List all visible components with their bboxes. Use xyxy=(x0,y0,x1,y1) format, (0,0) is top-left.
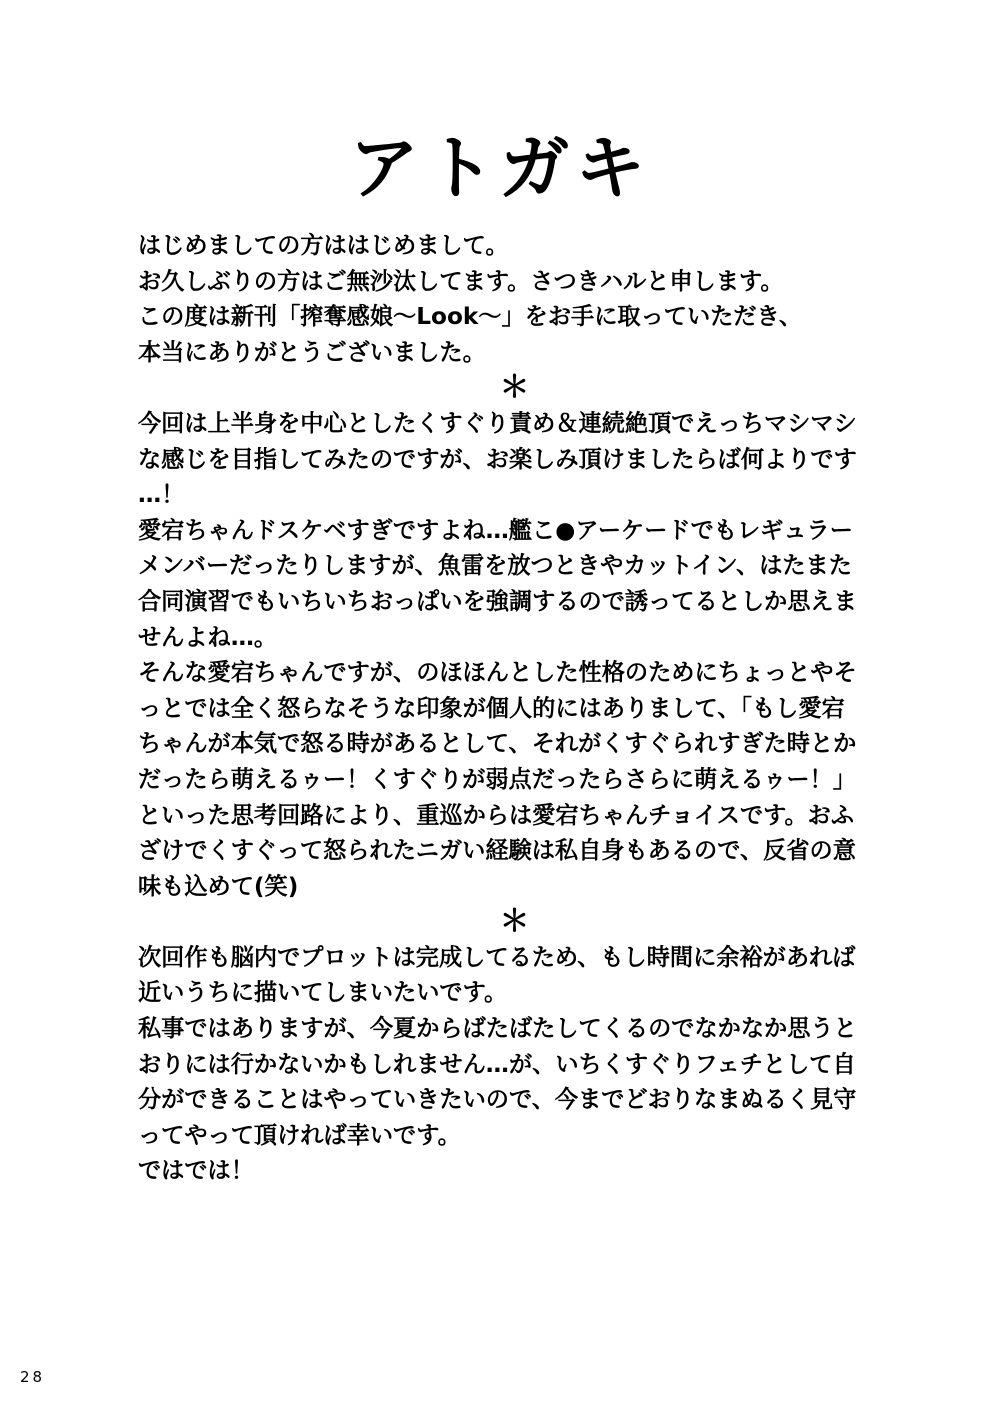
text-line: 愛宕ちゃんドスケベすぎですよね…艦こ●アーケードでもレギュラー xyxy=(138,516,853,544)
text-line: 分ができることはやっていきたいので、今までどおりなまぬるく見守 xyxy=(138,1086,857,1114)
page-number: 28 xyxy=(20,1368,46,1386)
text-line: おりには行かないかもしれません…が、いちくすぐりフェチとして自 xyxy=(138,1050,856,1078)
afterword-body xyxy=(138,228,883,1189)
text-line: ざけでくすぐって怒られたニガい経験は私自身もあるので、反省の意 xyxy=(138,837,856,865)
text-line: 近いうちに描いてしまいたいです。 xyxy=(138,979,508,1007)
text-line: だったら萌えるゥー！くすぐりが弱点だったらさらに萌えるゥー！」 xyxy=(138,765,856,793)
section-separator: ＊ xyxy=(499,370,530,406)
text-line: 味も込めて(笑) xyxy=(138,872,299,900)
text-line: 今回は上半身を中心としたくすぐり責め＆連続絶頂でえっちマシマシ xyxy=(138,409,857,437)
text-line: そんな愛宕ちゃんですが、のほほんとした性格のためにちょっとやそ xyxy=(138,659,857,687)
text-line: …！ xyxy=(138,481,185,509)
text-line: 本当にありがとうございました。 xyxy=(138,338,486,366)
text-line: 私事ではありますが、今夏からばたばたしてくるのでなかなか思うと xyxy=(138,1015,857,1043)
page-title: アトガキ xyxy=(349,127,651,209)
text-line: 合同演習でもいちいちおっぱいを強調するので誘ってるとしか思えま xyxy=(138,587,857,615)
text-line: お久しぶりの方はご無沙汰してます。さつきハルと申します。 xyxy=(138,267,784,295)
text-line: ってやって頂ければ幸いです。 xyxy=(138,1121,461,1149)
text-line: この度は新刊「搾奪感娘〜Look〜」をお手に取っていただき、 xyxy=(138,303,803,331)
text-line: といった思考回路により、重巡からは愛宕ちゃんチョイスです。おふ xyxy=(138,801,855,829)
text-line: っとでは全く怒らなそうな印象が個人的にはありまして、「もし愛宕 xyxy=(138,694,845,722)
text-line: はじめましての方ははじめまして。 xyxy=(138,232,509,259)
text-line: せんよね…。 xyxy=(138,623,278,651)
text-line: メンバーだったりしますが、魚雷を放つときやカットイン、はたまた xyxy=(138,552,852,580)
text-line: な感じを目指してみたのですが、お楽しみ頂けましたらば何よりです xyxy=(138,445,857,473)
text-line: 次回作も脳内でプロットは完成してるため、もし時間に余裕があれば xyxy=(138,943,856,971)
text-line: ちゃんが本気で怒る時があるとして、それがくすぐられすぎた時とか xyxy=(138,730,857,758)
text-line: ではでは！ xyxy=(138,1157,254,1185)
section-separator: ＊ xyxy=(499,904,530,940)
